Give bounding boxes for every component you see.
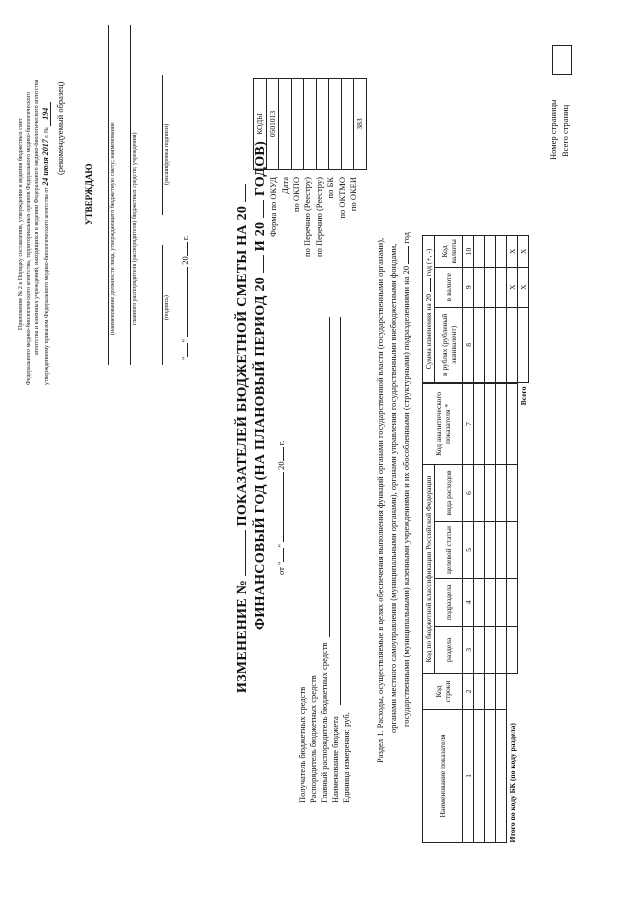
- header-analytic: Код аналитического показателя *: [423, 384, 463, 465]
- header-sum: Сумма изменения на 20 год (+, -): [423, 236, 435, 383]
- document-title-line-2: ФИНАНСОВЫЙ ГОД (НА ПЛАНОВЫЙ ПЕРИОД 20 И 20 ГОДОВ): [253, 140, 268, 630]
- section-line-3: государственными (муниципальными) казенными учреждениями и их обособленными (структурными) подразделениями на 20 год: [401, 231, 411, 727]
- decoding-line: [162, 75, 163, 215]
- position-caption: (наименование должности лица, утверждающего бюджетную смету; наименование: [110, 122, 116, 335]
- codes-label-registry-1: по Перечню (Реестру): [302, 177, 312, 257]
- codes-label-okud: Форма по ОКУД: [268, 177, 278, 237]
- order-number: 194: [41, 102, 51, 126]
- appendix-line-3: агентства и казенных учреждений, находящихся в ведении Федерального медико-биологического агентства: [34, 79, 40, 355]
- field-administrator: Распорядитель бюджетных средств: [308, 675, 318, 803]
- order-date-signed: 24 июля 2017: [41, 139, 50, 186]
- code-date: [279, 79, 292, 170]
- code-okud: 0501013: [266, 79, 279, 170]
- code-okei: 383: [354, 79, 367, 170]
- num-8: 8: [463, 307, 474, 382]
- field-chief-administrator: Главный распорядитель бюджетных средств: [319, 642, 329, 803]
- codes-label-registry-2: по Перечню (Реестру): [314, 177, 324, 257]
- pages-total-label: Всего страниц: [560, 104, 570, 157]
- num-3: 3: [463, 626, 474, 674]
- appendix-line-2: Федерального медико-биологического агентства, территориальных органов Федерального медико-биологического: [26, 92, 32, 385]
- manager-line: [130, 25, 131, 365]
- num-6: 6: [463, 464, 474, 521]
- sum-table: [422, 235, 529, 383]
- expenses-table: [422, 383, 529, 843]
- codes-label-date: Дата: [280, 177, 290, 194]
- header-rub: в рублях (рублевый эквивалент): [435, 307, 463, 382]
- code-registry-1: [304, 79, 317, 170]
- codes-label-oktmo: по ОКТМО: [337, 177, 347, 219]
- field-unit: Единица измерения: руб.: [341, 712, 351, 803]
- code-bk: [329, 79, 342, 170]
- codes-header: КОДЫ: [254, 79, 267, 170]
- header-section: раздела: [435, 626, 463, 674]
- recommended-sample: (рекомендуемый образец): [55, 81, 65, 175]
- chief-administrator-line: [329, 317, 330, 637]
- code-registry-2: [316, 79, 329, 170]
- codes-label-okpo: по ОКПО: [291, 177, 301, 213]
- num-2: 2: [463, 674, 474, 710]
- codes-table: [253, 78, 367, 170]
- table-row: [474, 709, 485, 842]
- header-currency: в валюте: [435, 267, 463, 307]
- num-7: 7: [463, 384, 474, 465]
- document-title-line-1: ИЗМЕНЕНИЕ № ПОКАЗАТЕЛЕЙ БЮДЖЕТНОЙ СМЕТЫ НА 20: [235, 184, 251, 693]
- approve-title: УТВЕРЖДАЮ: [84, 163, 94, 225]
- section-line-2: органами местного самоуправления (муниципальными органами), органами управления государственными внебюджетными фондами,: [388, 243, 398, 733]
- table-row: [485, 709, 496, 842]
- code-okpo: [291, 79, 304, 170]
- num-4: 4: [463, 579, 474, 627]
- codes-label-okei: по ОКЕИ: [348, 177, 358, 212]
- header-subsection: подраздела: [435, 579, 463, 627]
- header-target: целевой статьи: [435, 521, 463, 578]
- x-mark: X: [518, 236, 529, 268]
- page-number-label: Номер страницы: [548, 99, 558, 160]
- code-oktmo: [341, 79, 354, 170]
- appendix-line-4: утвержденному приказом Федерального медико-биологического агентства от 24 июля 2017 г. № 194: [42, 102, 51, 385]
- header-currency-code: Код валюты: [435, 236, 463, 268]
- header-exp-type: вида расходов: [435, 464, 463, 521]
- x-mark: X: [507, 267, 518, 307]
- num-10: 10: [463, 236, 474, 268]
- page-number-box: [552, 45, 572, 75]
- x-mark: X: [507, 236, 518, 268]
- signature-line: [162, 245, 163, 365]
- approve-date: "" 20 г.: [180, 235, 190, 360]
- x-mark: X: [518, 267, 529, 307]
- total-bk-label: Итого по коду БК (по коду раздела): [507, 674, 518, 843]
- header-name: Наименование показателя: [423, 709, 463, 842]
- header-bk: Код по бюджетной классификации Российской Федерации: [423, 464, 435, 673]
- codes-label-bk: по БК: [325, 177, 335, 199]
- budget-name-line: [340, 317, 341, 705]
- num-9: 9: [463, 267, 474, 307]
- decoding-caption: (расшифровка подписи): [164, 123, 170, 185]
- document-date: от "" 20 г.: [276, 440, 286, 575]
- signature-caption: (подпись): [164, 295, 170, 320]
- num-5: 5: [463, 521, 474, 578]
- field-budget-name: Наименование бюджета: [330, 716, 340, 803]
- num-1: 1: [463, 709, 474, 842]
- section-line-1: Раздел 1. Расходы, осуществляемые в целях обеспечения выполнения функций органами государственной власти (государственными органами),: [375, 237, 385, 763]
- grand-total-label: Всего: [518, 386, 528, 406]
- header-code-row: Код строки: [423, 674, 463, 710]
- field-recipient: Получатель бюджетных средств: [297, 686, 307, 803]
- position-line: [108, 25, 109, 365]
- manager-caption: главного распорядителя (распорядителя) бюджетных средств; учреждения): [132, 132, 138, 325]
- appendix-line-1: Приложение № 2 к Порядку составления, утверждения и ведения бюджетных смет: [18, 118, 24, 330]
- table-row: [496, 709, 507, 842]
